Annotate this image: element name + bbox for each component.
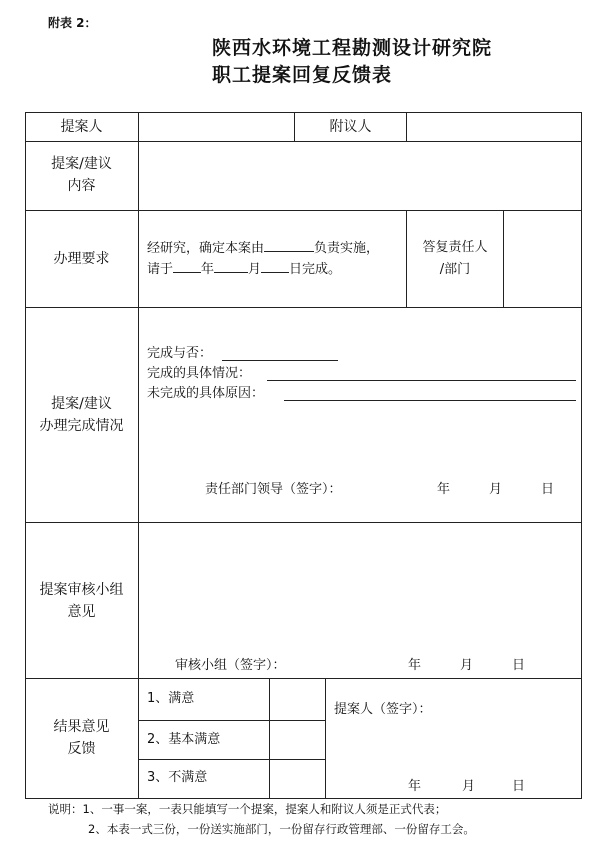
content-label-line2: 内容 (67, 178, 96, 194)
requirements-text-please: 请于 (147, 262, 174, 277)
review-day: 日 (512, 658, 526, 673)
attachment-label: 附表 2： (48, 16, 97, 30)
feedback-label-line1: 结果意见 (53, 719, 110, 735)
proposer-field[interactable] (139, 113, 294, 141)
day-blank[interactable] (261, 258, 289, 273)
row-divider (25, 210, 582, 211)
requirements-line1 (147, 237, 379, 259)
review-label (25, 579, 138, 623)
content-field[interactable] (139, 142, 581, 210)
completion-label-line2: 办理完成情况 (39, 418, 124, 434)
completion-signature: 责任部门领导（签字）： (205, 482, 342, 497)
review-label-line2: 意见 (67, 604, 96, 620)
completion-label (25, 393, 138, 437)
form-title: 职工提案回复反馈表 (211, 64, 392, 86)
requirements-text-a: 经研究，确定本案由 (147, 241, 265, 256)
completion-year: 年 (437, 482, 451, 497)
details-blank[interactable] (267, 380, 576, 381)
completed-blank[interactable] (222, 360, 338, 361)
review-signature: 审核小组（签字）： (175, 658, 286, 673)
responder-field[interactable] (504, 211, 581, 307)
option-satisfied-checkbox[interactable] (270, 679, 325, 720)
feedback-year: 年 (408, 779, 422, 794)
option-dissatisfied: 3、不满意 (147, 770, 208, 785)
org-title: 陕西水环境工程勘测设计研究院 (211, 37, 492, 59)
review-year: 年 (408, 658, 422, 673)
completion-month: 月 (489, 482, 503, 497)
requirements-label: 办理要求 (53, 251, 110, 267)
responder-label-line2: /部门 (439, 262, 471, 277)
requirements-line2 (147, 258, 341, 280)
review-label-line1: 提案审核小组 (39, 582, 124, 598)
option-dissatisfied-checkbox[interactable] (270, 760, 325, 798)
requirements-text-b: 负责实施， (314, 241, 380, 256)
implementer-blank[interactable] (264, 237, 314, 252)
label-column-divider (138, 112, 139, 799)
option-basically-satisfied-checkbox[interactable] (270, 721, 325, 759)
review-opinion-field[interactable] (139, 523, 581, 648)
completion-day: 日 (541, 482, 555, 497)
option-satisfied: 1、满意 (147, 691, 195, 706)
content-label (25, 153, 138, 197)
reasons-label: 未完成的具体原因： (147, 386, 265, 401)
completion-label-line1: 提案/建议 (51, 396, 112, 412)
option-basically-satisfied: 2、基本满意 (147, 732, 221, 747)
reasons-blank[interactable] (284, 400, 576, 401)
feedback-label-line2: 反馈 (67, 741, 96, 757)
requirements-month: 月 (248, 262, 262, 277)
year-blank[interactable] (173, 258, 201, 273)
requirements-year: 年 (201, 262, 215, 277)
note-line2: 2、本表一式三份，一份送实施部门，一份留存行政管理部、一份留存工会。 (88, 822, 475, 836)
review-month: 月 (460, 658, 474, 673)
cosigner-label: 附议人 (329, 119, 372, 135)
cosigner-field[interactable] (407, 113, 581, 141)
proposer-label: 提案人 (60, 119, 103, 135)
feedback-label (25, 716, 138, 760)
feedback-day: 日 (512, 779, 526, 794)
month-blank[interactable] (214, 258, 248, 273)
feedback-month: 月 (462, 779, 476, 794)
details-label: 完成的具体情况： (147, 366, 252, 381)
completed-label: 完成与否： (147, 346, 213, 361)
note-line1: 说明：1、一事一案，一表只能填写一个提案，提案人和附议人须是正式代表； (48, 802, 447, 816)
content-label-line1: 提案/建议 (51, 156, 112, 172)
responder-label (407, 237, 503, 281)
option-check-divider (325, 678, 326, 799)
requirements-day: 日完成。 (289, 262, 342, 277)
row-divider (25, 307, 582, 308)
responder-label-line1: 答复责任人 (422, 240, 488, 255)
feedback-signature: 提案人（签字）： (334, 702, 432, 717)
